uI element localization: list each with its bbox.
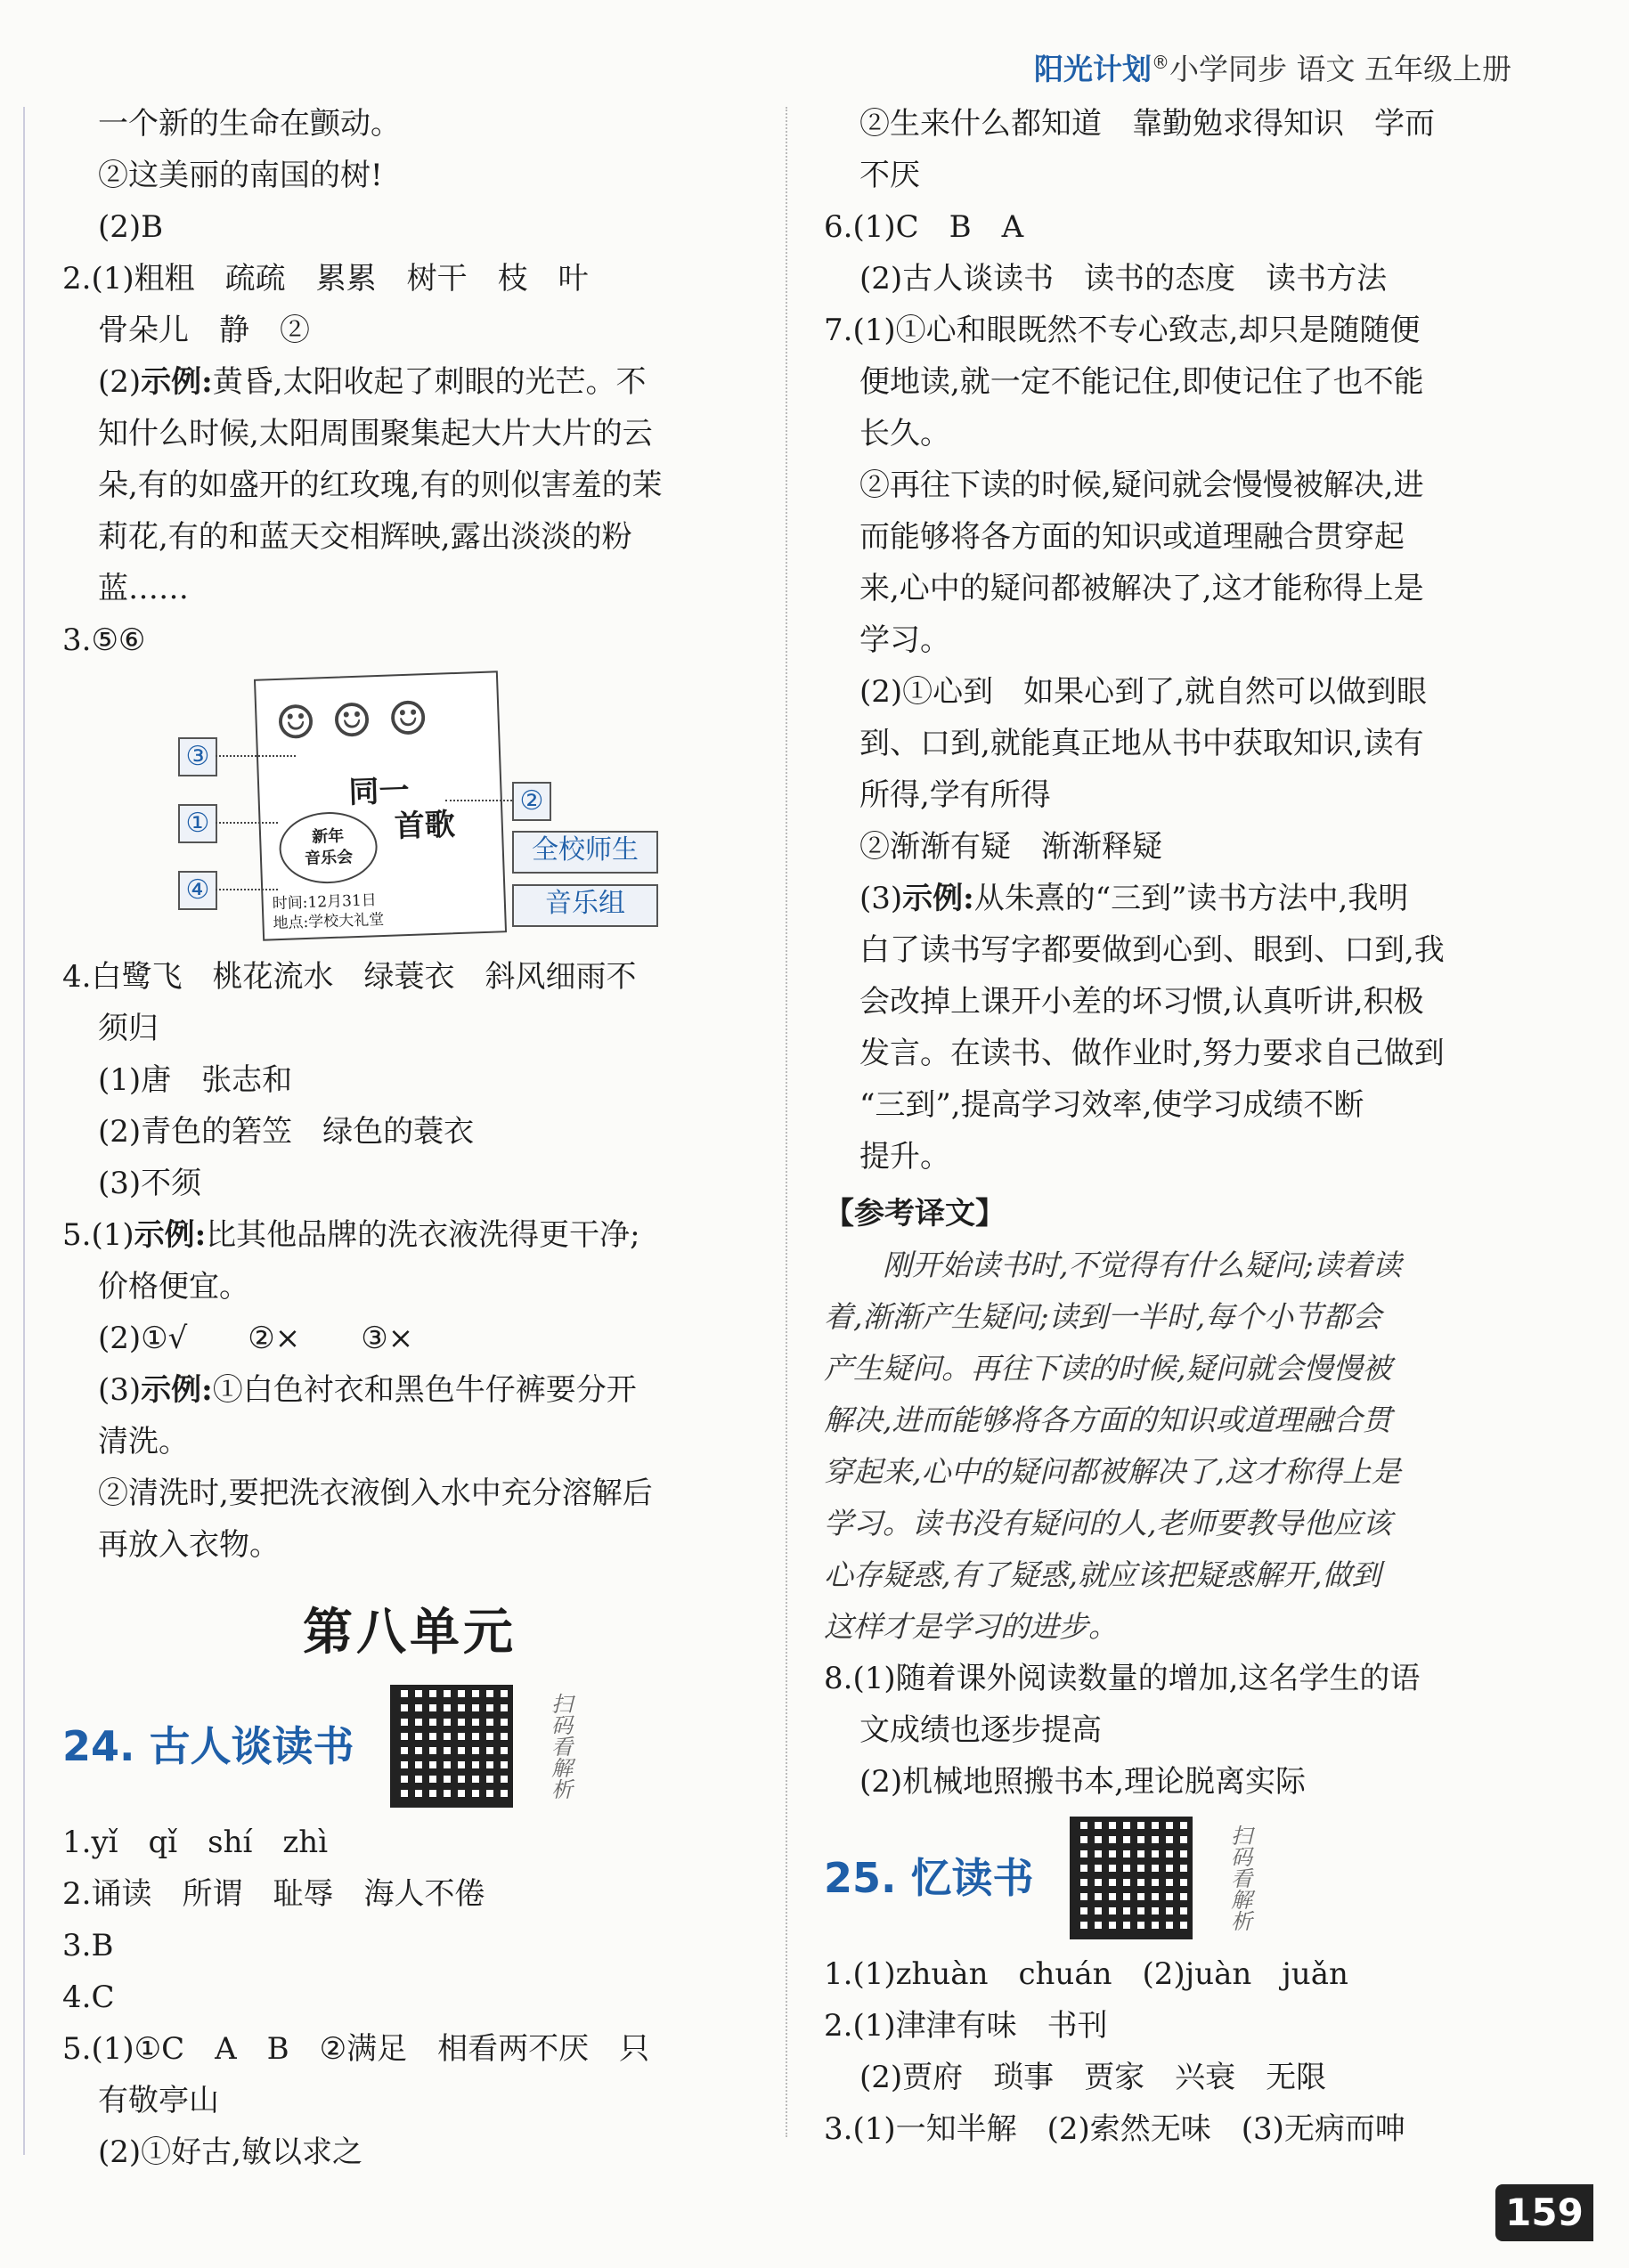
label-3: ③ xyxy=(178,737,217,776)
qr-note: 扫码看解析 xyxy=(547,1693,573,1800)
reference-translation-heading: 【参考译文】 xyxy=(824,1196,1006,1232)
qr-code-icon[interactable] xyxy=(1070,1817,1193,1939)
lesson-24-title: 24. 古人谈读书 xyxy=(62,1722,354,1770)
poster-figure xyxy=(62,675,757,942)
brand-name: 阳光计划 xyxy=(1034,52,1153,86)
box-audience: 全校师生 xyxy=(512,831,658,874)
page-header: 阳光计划®小学同步 语文 五年级上册 xyxy=(1034,52,1511,86)
right-column: ②生来什么都知道 靠勤勉求得知识 学而 不厌 6.(1)C B A (2)古人谈读书 读书的态度 读书方法 7.(1)①心和眼既然不专心致志,却只是随随便 便地读,就一定不能记住,即使记住了也不能 长久。 ②再往下读的时候,疑问就会慢慢被解决,进 而能够将各方面的知识或道理融合贯穿起 来,心中的疑问都被解决了,这才能称得上是 学习。 (2)①心到 如果心到了,就自然可以做到眼 到、口到,就能真正地从书中获取知识,读有 所得,学有所得 ②渐渐有疑 渐渐释疑 (3)示例:从朱熹的“三到”读书方法中,我明 白了读书写字都要做到心到、眼到、口到,我 会改掉上课开小差的坏习惯,认真听讲,积极 发言。在读书、做作业时,努力要求自己做到 “三到”,提高学习效率,使学习成绩不断 提升。 【参考译文】 刚开始读书时,不觉得有什么疑问;读着读 着,渐渐产生疑问;读到一半时,每个小节都会 产生疑问。再往下读的时候,疑问就会慢慢被 解决,进而能够将各方面的知识或道理融合贯 穿起来,心中的疑问都被解决了,这才称得上是 学习。读书没有疑问的人,老师要教导他应该 心存疑惑,有了疑惑,就应该把疑惑解开,做到 这样才是学习的进步。 8.(1)随着课外阅读数量的增加,这名学生的语 文成绩也逐步提高 (2)机械地照搬书本,理论脱离实际 25. 忆读书 扫码看解析 1.(1)zhuàn chuán (2)juàn juǎn 2.(1)津津有味 书刊 (2)贾府 琐事 贾家 兴衰 无限 3.(1)一知半解 (2)索然无味 (3)无病而呻 xyxy=(824,98,1519,2155)
box-organizer: 音乐组 xyxy=(512,884,658,927)
unit-title: 第八单元 xyxy=(303,1603,517,1662)
qr-note: 扫码看解析 xyxy=(1226,1825,1252,1931)
label-4: ④ xyxy=(178,871,217,910)
concert-oval: 新年 音乐会 xyxy=(278,810,379,885)
children-drawing: ☺ ☺ ☺ xyxy=(273,692,430,752)
book-title: 小学同步 语文 五年级上册 xyxy=(1169,52,1511,86)
poster: ☺ ☺ ☺ 同一 首歌 新年 音乐会 时间:12月31日 地点:学校大礼堂 xyxy=(254,671,507,940)
column-divider xyxy=(786,107,787,2137)
margin-line xyxy=(23,107,25,2155)
lesson-25-title: 25. 忆读书 xyxy=(824,1854,1034,1902)
left-column: 一个新的生命在颤动。 ②这美丽的南国的树! (2)B 2.(1)粗粗 疏疏 累累 树干 枝 叶 骨朵儿 静 ② (2)示例:黄昏,太阳收起了刺眼的光芒。不 知什么时候,太阳周围聚集起大片大片的云 朵,有的如盛开的红玫瑰,有的则似害羞的茉 莉花,有的和蓝天交相辉映,露出淡淡的粉 蓝…… 3.⑤⑥ ☺ ☺ ☺ 同一 首歌 新年 音乐会 时间:12月31日 地点:学校大礼堂 ③ ① ④ ② 全校师生 音乐组 4.白鹭飞 桃花流水 绿蓑衣 斜风细雨不 须归 (1)唐 张志和 (2)青色的箬笠 绿色的蓑衣 (3)不须 5.(1)示例:比其他品牌的洗衣液洗得更干净; 价格便宜。 (2)①√ ②× ③× (3)示例:①白色衬衣和黑色牛仔裤要分开 清洗。 ②清洗时,要把洗衣液倒入水中充分溶解后 再放入衣物。 第八单元 24. 古人谈读书 扫码看解析 1.yǐ qǐ shí zhì 2.诵读 所谓 耻辱 海人不倦 3.B 4.C 5.(1)①C A B ②满足 相看两不厌 只 有敬亭山 (2)①好古,敏以求之 xyxy=(62,98,757,2178)
lesson-25-header xyxy=(824,1817,1519,1939)
label-2: ② xyxy=(512,782,551,821)
lesson-24-header xyxy=(62,1685,757,1808)
qr-code-icon[interactable] xyxy=(390,1685,513,1808)
page-number: 159 xyxy=(1495,2184,1593,2241)
label-1: ① xyxy=(178,804,217,843)
